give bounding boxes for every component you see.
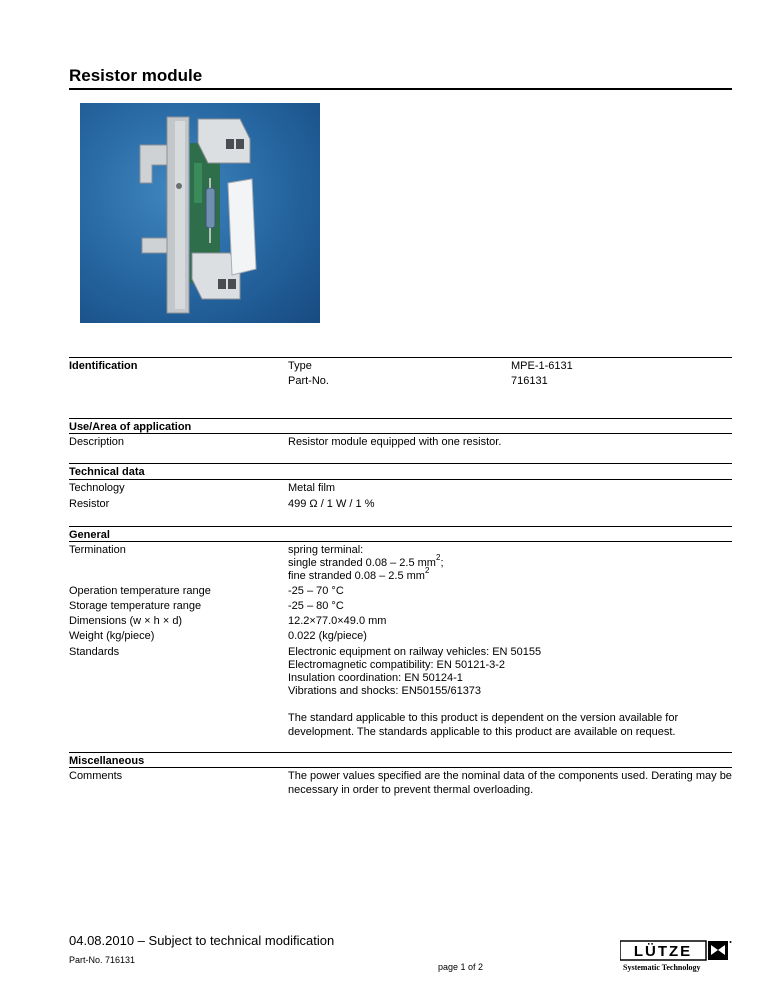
storage-temp-label: Storage temperature range — [69, 600, 202, 612]
technical-heading: Technical data — [69, 466, 145, 478]
misc-heading: Miscellaneous — [69, 755, 145, 767]
standards-line: Electromagnetic compatibility: EN 50121-3-2 — [288, 659, 506, 671]
standards-line: Electronic equipment on railway vehicles: EN 50155 — [288, 646, 542, 658]
svg-text:LÜTZE: LÜTZE — [633, 943, 693, 960]
op-temp-value: -25 – 70 °C — [288, 585, 344, 597]
identification-heading: Identification — [69, 360, 138, 372]
section-divider — [69, 357, 732, 358]
section-subdivider — [69, 433, 732, 434]
storage-temp-value: -25 – 80 °C — [288, 600, 344, 612]
termination-label: Termination — [69, 544, 126, 556]
title-divider — [69, 88, 732, 90]
standards-line: Vibrations and shocks: EN50155/61373 — [288, 685, 482, 697]
page-number: page 1 of 2 — [438, 962, 484, 972]
weight-value: 0.022 (kg/piece) — [288, 630, 367, 642]
product-photo — [80, 103, 320, 323]
partno-value: 716131 — [511, 375, 548, 387]
termination-line-1: spring terminal: — [288, 544, 364, 556]
section-divider — [69, 526, 732, 527]
resistor-label: Resistor — [69, 498, 110, 510]
section-subdivider — [69, 479, 732, 480]
logo-tagline: Systematic Technology — [623, 963, 701, 972]
section-divider — [69, 463, 732, 464]
termination-line-2: single stranded 0.08 – 2.5 $mm^2$; — [288, 553, 444, 569]
termination-line-3: fine stranded 0.08 – 2.5 $mm^2$ — [288, 566, 430, 582]
general-heading: General — [69, 529, 110, 541]
resistor-module-illustration — [80, 103, 320, 323]
section-divider — [69, 752, 732, 753]
description-label: Description — [69, 436, 125, 448]
resistor-value: 499 Ω / 1 W / 1 % — [288, 498, 375, 510]
type-label: Type — [288, 360, 312, 372]
section-subdivider — [69, 767, 732, 768]
footer-part-no: Part-No. 716131 — [69, 955, 136, 965]
type-value: MPE-1-6131 — [511, 360, 573, 372]
section-subdivider — [69, 541, 732, 542]
use-heading: Use/Area of application — [69, 421, 192, 433]
technology-label: Technology — [69, 482, 125, 494]
technology-value: Metal film — [288, 482, 336, 494]
comments-value: The power values specified are the nominal data of the components used. Derating may be necessary in order to prevent thermal overloading. — [288, 770, 732, 796]
op-temp-label: Operation temperature range — [69, 585, 211, 597]
weight-label: Weight (kg/piece) — [69, 630, 155, 642]
page-title: Resistor module — [69, 66, 203, 85]
partno-label: Part-No. — [288, 375, 329, 387]
comments-label: Comments — [69, 770, 123, 782]
section-divider — [69, 418, 732, 419]
description-value: Resistor module equipped with one resistor. — [288, 436, 502, 448]
footer-date: 04.08.2010 – Subject to technical modification — [69, 933, 335, 948]
luetze-logo-icon — [620, 940, 732, 962]
standards-line: Insulation coordination: EN 50124-1 — [288, 672, 463, 684]
standards-label: Standards — [69, 646, 120, 658]
standards-note: The standard applicable to this product is dependent on the version available for development. The standards applicable to this product are available on request. — [288, 712, 679, 738]
dimensions-value: 12.2×77.0×49.0 mm — [288, 615, 387, 627]
dimensions-label: Dimensions (w × h × d) — [69, 615, 183, 627]
